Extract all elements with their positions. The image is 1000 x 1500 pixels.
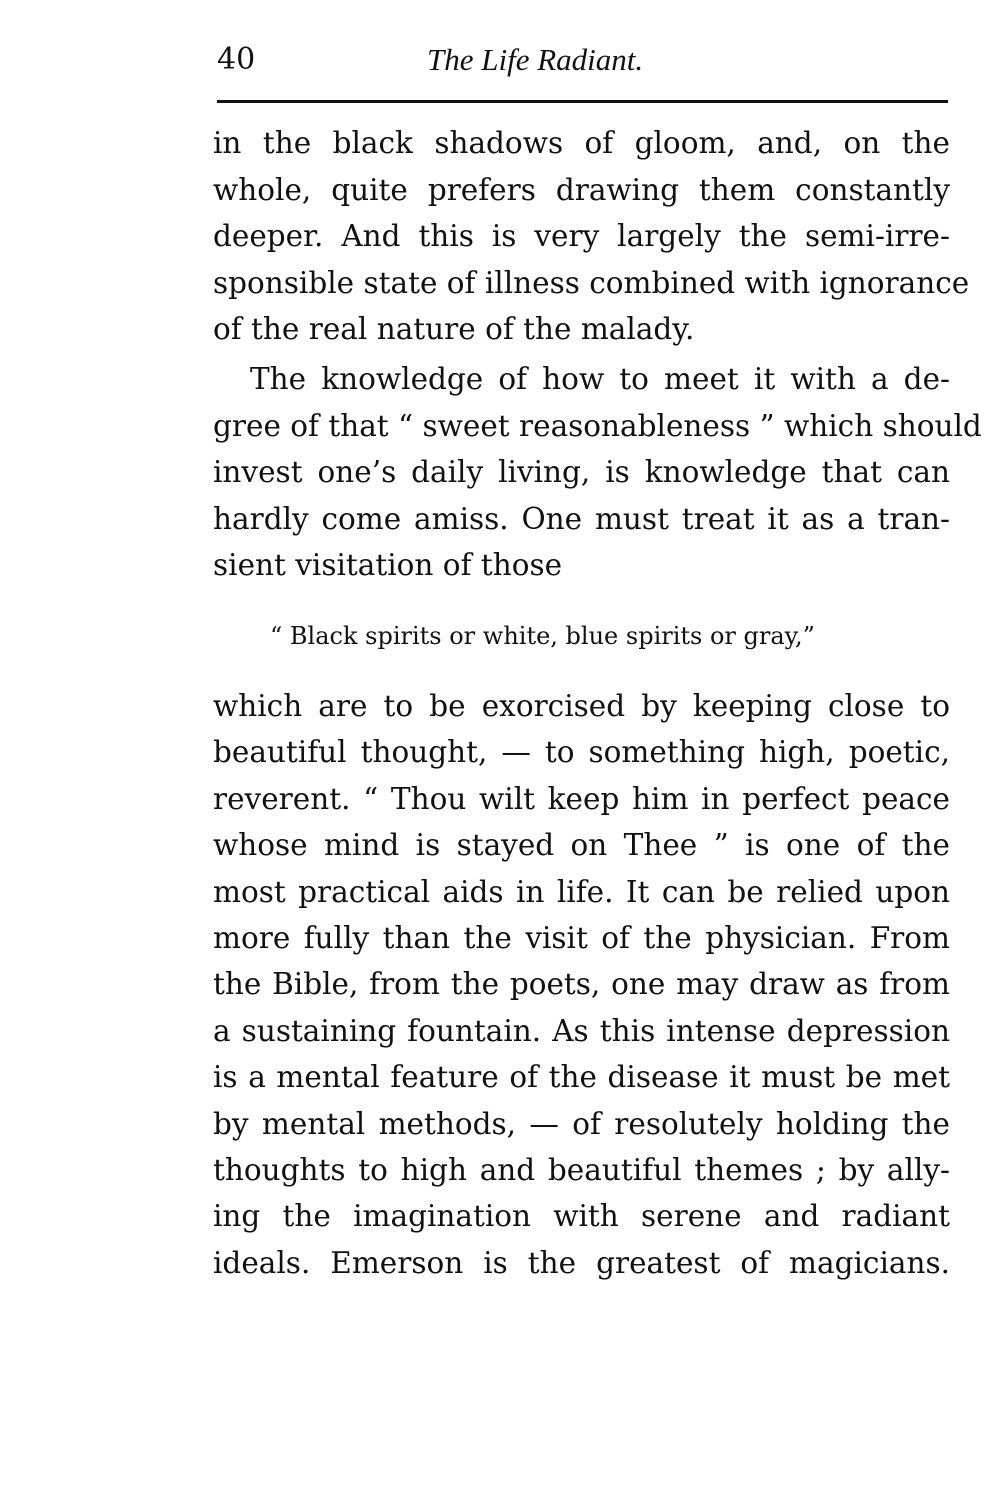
text-line: sient visitation of those [213, 548, 563, 582]
page-header [217, 40, 948, 90]
text-line: whose mind is stayed on Thee ” is one of the [213, 828, 950, 863]
text-line: ing the imagination with serene and radiant [213, 1199, 950, 1234]
text-line: hardly come amiss. One must treat it as a tran- [213, 501, 950, 536]
text-line: which are to be exorcised by keeping close to [213, 689, 950, 723]
page-number: 40 [217, 42, 256, 77]
text-line: by mental methods, — of resolutely holding the [213, 1106, 950, 1141]
text-line: a sustaining fountain. As this intense depression [213, 1013, 950, 1048]
paragraph-continuation [213, 120, 970, 353]
text-line: most practical aids in life. It can be relied upon [213, 874, 950, 909]
running-title: The Life Radiant. [427, 42, 644, 77]
text-line: The knowledge of how to meet it with a de- [250, 362, 950, 396]
header-rule [217, 100, 948, 103]
paragraph [213, 356, 982, 589]
text-line: beautiful thought, — to something high, poetic, [213, 735, 950, 770]
text-line: more fully than the visit of the physician. From [213, 920, 950, 955]
text-line: whole, quite prefers drawing them constantly [213, 172, 950, 207]
text-line: deeper. And this is very largely the semi-irre- [213, 219, 950, 253]
text-line: thoughts to high and beautiful themes ; by ally- [213, 1152, 950, 1187]
text-line: reverent. “ Thou wilt keep him in perfect peace [213, 781, 950, 816]
text-line: gree of that “ sweet reasonableness ” which should [213, 408, 982, 443]
text-line: in the black shadows of gloom, and, on the [213, 126, 950, 160]
text-line: invest one’s daily living, is knowledge that can [213, 455, 950, 489]
text-line: is a mental feature of the disease it must be met [213, 1060, 950, 1095]
text-line: of the real nature of the malady. [213, 312, 695, 346]
text-line: the Bible, from the poets, one may draw as from [213, 967, 950, 1002]
text-line: sponsible state of illness combined with ignorance [213, 265, 970, 300]
verse-quotation: “ Black spirits or white, blue spirits or gray,” [270, 622, 815, 650]
text-line: ideals. Emerson is the greatest of magicians. [213, 1245, 950, 1280]
paragraph [213, 683, 950, 1286]
